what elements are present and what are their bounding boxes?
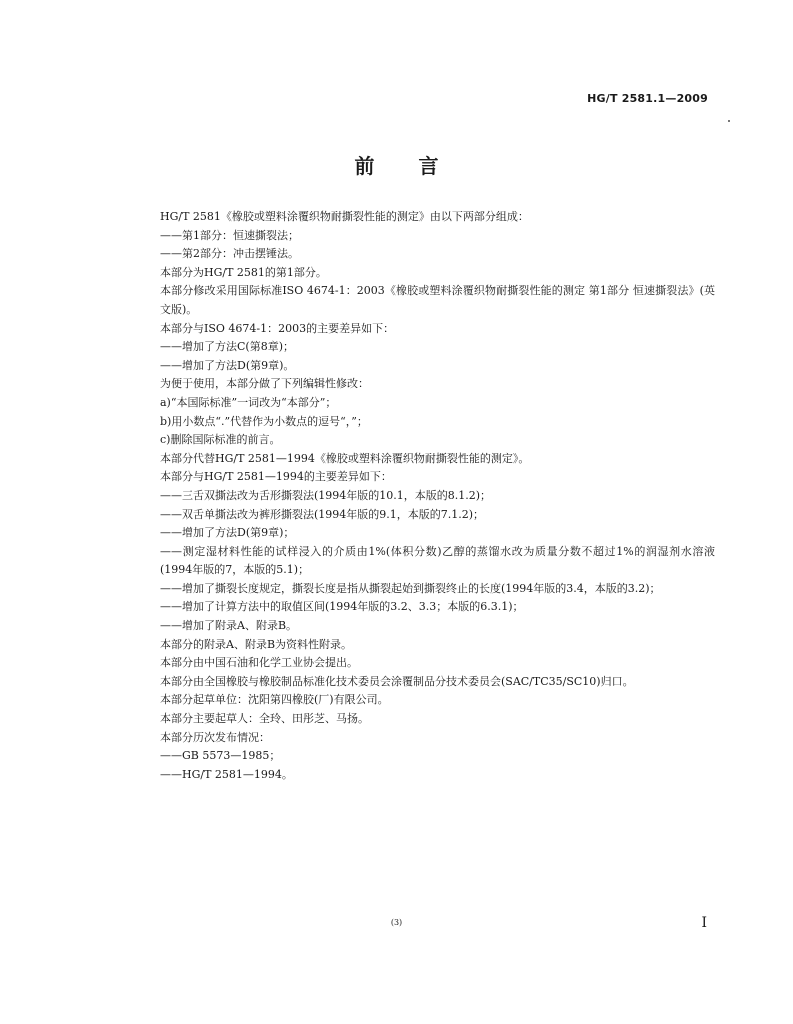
page-title: 前言 [354,154,483,178]
standard-code: HG/T 2581.1—2009 [587,92,708,105]
text-line: ——增加了计算方法中的取值区间(1994年版的3.2、3.3；本版的6.3.1)； [160,600,524,614]
text-line: HG/T 2581《橡胶或塑料涂覆织物耐撕裂性能的测定》由以下两部分组成： [160,210,529,223]
foreword-body [140,208,715,784]
text-line: 本部分修改采用国际标准ISO 4674-1：2003《橡胶或塑料涂覆织物耐撕裂性能的测定 第1部分 恒速撕裂法》(英文版)。 [160,284,715,316]
page-marker: (3) [390,918,403,927]
text-line: ——增加了方法D(第9章)； [160,526,295,540]
text-line: ——第1部分：恒速撕裂法； [160,228,299,242]
text-line: 本部分主要起草人：全玲、田彤芝、马扬。 [160,712,369,726]
page-number: I [701,915,707,931]
text-line: ——双舌单撕法改为裤形撕裂法(1994年版的9.1，本版的7.1.2)； [160,507,485,521]
text-line: ——第2部分：冲击摆锤法。 [160,247,299,261]
text-line: 本部分与ISO 4674-1：2003的主要差异如下： [160,321,395,335]
text-line: 为便于使用，本部分做了下列编辑性修改： [160,377,369,391]
text-line: 本部分起草单位：沈阳第四橡胶(厂)有限公司。 [160,693,389,707]
text-line: ——增加了附录A、附录B。 [160,619,298,633]
text-line: 本部分历次发布情况： [160,730,270,744]
text-line: ——HG/T 2581—1994。 [160,767,293,781]
text-line: 本部分代替HG/T 2581—1994《橡胶或塑料涂覆织物耐撕裂性能的测定》。 [160,451,530,465]
text-line: 本部分由中国石油和化学工业协会提出。 [160,656,358,670]
text-line: ——增加了方法D(第9章)。 [160,358,295,372]
text-line: c)删除国际标准的前言。 [160,433,281,447]
text-line: a)“本国际标准”一词改为“本部分”； [160,395,337,409]
text-line: ——三舌双撕法改为舌形撕裂法(1994年版的10.1，本版的8.1.2)； [160,488,492,502]
text-line: ——增加了方法C(第8章)； [160,340,294,354]
text-line: ——增加了撕裂长度规定，撕裂长度是指从撕裂起始到撕裂终止的长度(1994年版的3.4，本版的3.2)； [160,581,661,595]
scan-speck [728,120,730,122]
text-line: b)用小数点“.”代替作为小数点的逗号“，”； [160,414,368,428]
text-line: ——GB 5573—1985； [160,749,281,763]
text-line: 本部分与HG/T 2581—1994的主要差异如下： [160,470,392,484]
text-line: 本部分为HG/T 2581的第1部分。 [160,265,327,279]
text-line: ——测定湿材料性能的试样浸入的介质由1%(体积分数)乙醇的蒸馏水改为质量分数不超过1%的润湿剂水溶液(1994年版的7，本版的5.1)； [160,544,715,577]
text-line: 本部分的附录A、附录B为资料性附录。 [160,637,353,651]
text-line: 本部分由全国橡胶与橡胶制品标准化技术委员会涂覆制品分技术委员会(SAC/TC35/SC10)归口。 [160,674,634,688]
